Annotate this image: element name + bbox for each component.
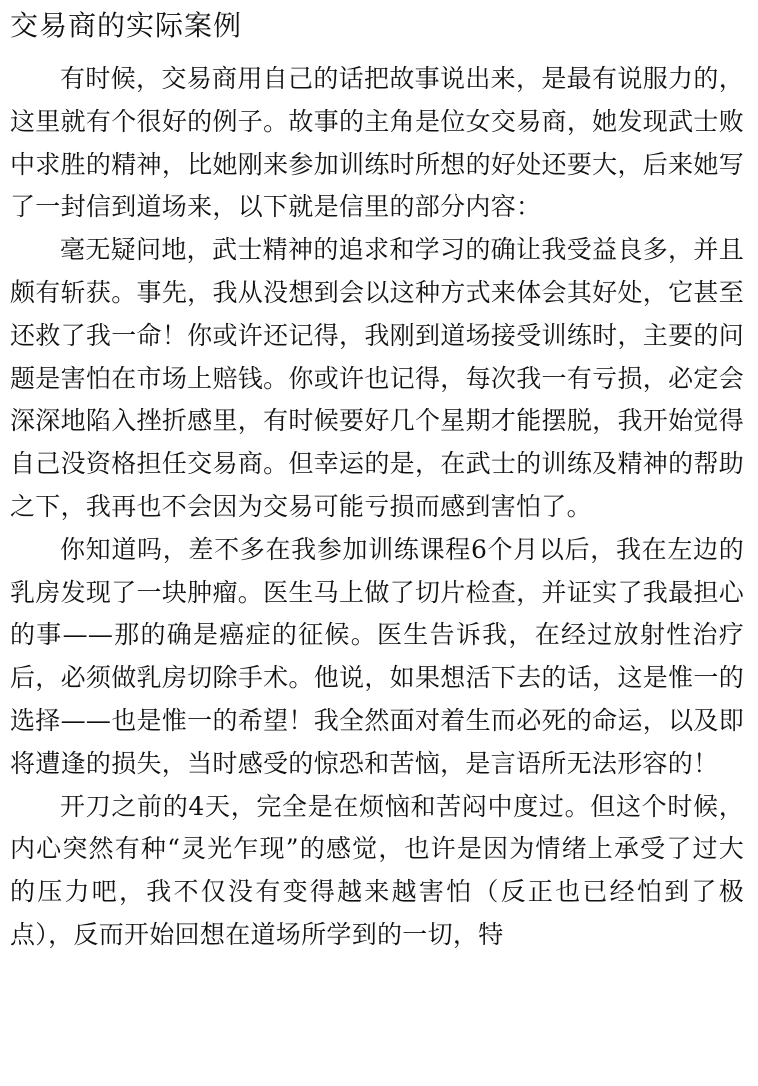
paragraph-letter-3: 开刀之前的4天，完全是在烦恼和苦闷中度过。但这个时候，内心突然有种“灵光乍现”的感觉，也许是因为情绪上承受了过大的压力吧，我不仅没有变得越来越害怕（反正也已经怕到了极点），反而开始回想在道场所学到的一切，特 [10, 791, 744, 949]
paragraph-letter-2: 你知道吗，差不多在我参加训练课程6个月以后，我在左边的乳房发现了一块肿瘤。医生马上做了切片检查，并证实了我最担心的事——那的确是癌症的征候。医生告诉我，在经过放射性治疗后，必须做乳房切除手术。他说，如果想活下去的话，这是惟一的选择——也是惟一的希望！我全然面对着生而必死的命运，以及即将遭逢的损失，当时感受的惊恐和苦恼，是言语所无法形容的！ [10, 534, 744, 778]
page-title: 交易商的实际案例 [10, 9, 243, 42]
paragraph-intro: 有时候，交易商用自己的话把故事说出来，是最有说服力的，这里就有个很好的例子。故事的主角是位女交易商，她发现武士败中求胜的精神，比她刚来参加训练时所想的好处还要大，后来她写了一封信到道场来，以下就是信里的部分内容： [10, 64, 744, 222]
paragraph-letter-1: 毫无疑问地，武士精神的追求和学习的确让我受益良多，并且颇有斩获。事先，我从没想到会以这种方式来体会其好处，它甚至还救了我一命！你或许还记得，我刚到道场接受训练时，主要的问题是害怕在市场上赔钱。你或许也记得，每次我一有亏损，必定会深深地陷入挫折感里，有时候要好几个星期才能摆脱，我开始觉得自己没资格担任交易商。但幸运的是，在武士的训练及精神的帮助之下，我再也不会因为交易可能亏损而感到害怕了。 [10, 235, 744, 521]
